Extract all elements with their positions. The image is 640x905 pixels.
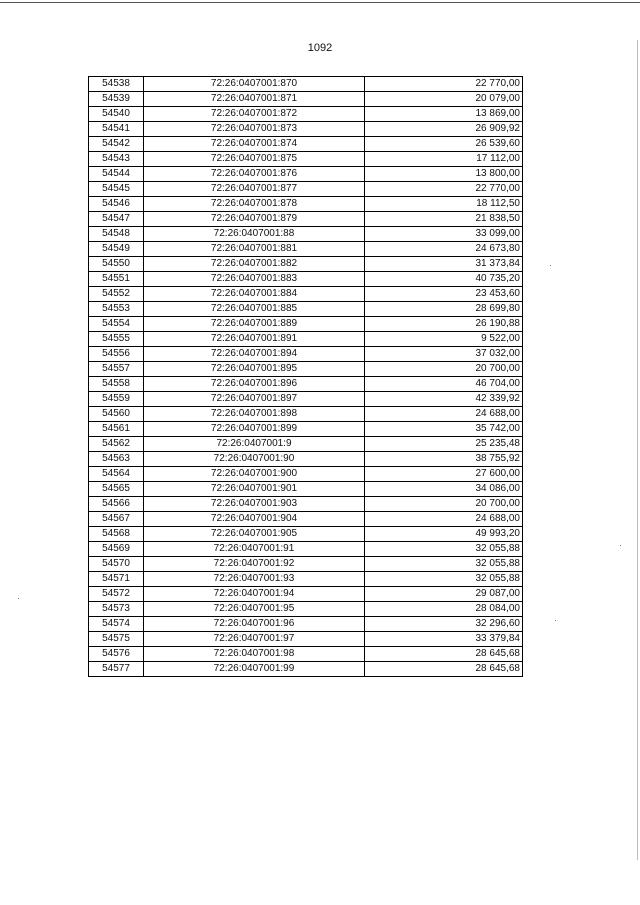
- cadastral-value-cell: 26 909,92: [365, 122, 523, 137]
- table-row: [89, 317, 523, 332]
- cadastral-value-cell: 32 296,60: [365, 617, 523, 632]
- page-number: 1092: [307, 42, 333, 54]
- row-number-cell: 54566: [89, 497, 144, 512]
- cadastral-value-cell: 21 838,50: [365, 212, 523, 227]
- row-number-cell: 54553: [89, 302, 144, 317]
- cadastral-number-cell: 72:26:0407001:9: [144, 437, 365, 452]
- cadastral-number-cell: 72:26:0407001:896: [144, 377, 365, 392]
- cadastral-number-cell: 72:26:0407001:891: [144, 332, 365, 347]
- cadastral-number-cell: 72:26:0407001:897: [144, 392, 365, 407]
- cadastral-number-cell: 72:26:0407001:97: [144, 632, 365, 647]
- table-row: [89, 137, 523, 152]
- row-number-cell: 54543: [89, 152, 144, 167]
- row-number-cell: 54573: [89, 602, 144, 617]
- row-number-cell: 54546: [89, 197, 144, 212]
- cadastral-value-cell: 24 688,00: [365, 407, 523, 422]
- table-row: [89, 662, 523, 677]
- row-number-cell: 54576: [89, 647, 144, 662]
- cadastral-value-cell: 26 539,60: [365, 137, 523, 152]
- cadastral-value-cell: 42 339,92: [365, 392, 523, 407]
- table-row: [89, 182, 523, 197]
- row-number-cell: 54574: [89, 617, 144, 632]
- cadastral-number-cell: 72:26:0407001:88: [144, 227, 365, 242]
- cadastral-value-cell: 31 373,84: [365, 257, 523, 272]
- cadastral-value-cell: 26 190,88: [365, 317, 523, 332]
- cadastral-value-cell: 46 704,00: [365, 377, 523, 392]
- row-number-cell: 54540: [89, 107, 144, 122]
- scan-speck: [18, 598, 19, 599]
- cadastral-value-cell: 35 742,00: [365, 422, 523, 437]
- cadastral-value-cell: 40 735,20: [365, 272, 523, 287]
- cadastral-number-cell: 72:26:0407001:96: [144, 617, 365, 632]
- cadastral-value-cell: 25 235,48: [365, 437, 523, 452]
- table-row: [89, 557, 523, 572]
- row-number-cell: 54547: [89, 212, 144, 227]
- table-row: [89, 377, 523, 392]
- row-number-cell: 54570: [89, 557, 144, 572]
- row-number-cell: 54551: [89, 272, 144, 287]
- row-number-cell: 54548: [89, 227, 144, 242]
- table-row: [89, 497, 523, 512]
- row-number-cell: 54568: [89, 527, 144, 542]
- row-number-cell: 54550: [89, 257, 144, 272]
- row-number-cell: 54539: [89, 92, 144, 107]
- scan-top-border: [0, 2, 640, 3]
- table-body: [89, 77, 523, 677]
- table-row: [89, 242, 523, 257]
- row-number-cell: 54559: [89, 392, 144, 407]
- row-number-cell: 54561: [89, 422, 144, 437]
- table-row: [89, 452, 523, 467]
- cadastral-value-cell: 13 800,00: [365, 167, 523, 182]
- cadastral-value-cell: 32 055,88: [365, 542, 523, 557]
- cadastral-number-cell: 72:26:0407001:884: [144, 287, 365, 302]
- cadastral-value-cell: 32 055,88: [365, 557, 523, 572]
- table-row: [89, 227, 523, 242]
- table-row: [89, 212, 523, 227]
- table-row: [89, 332, 523, 347]
- cadastral-value-cell: 22 770,00: [365, 77, 523, 92]
- row-number-cell: 54571: [89, 572, 144, 587]
- cadastral-number-cell: 72:26:0407001:894: [144, 347, 365, 362]
- cadastral-number-cell: 72:26:0407001:882: [144, 257, 365, 272]
- cadastral-number-cell: 72:26:0407001:877: [144, 182, 365, 197]
- row-number-cell: 54545: [89, 182, 144, 197]
- table-row: [89, 152, 523, 167]
- cadastral-value-cell: 28 645,68: [365, 662, 523, 677]
- row-number-cell: 54562: [89, 437, 144, 452]
- cadastral-value-cell: 28 084,00: [365, 602, 523, 617]
- row-number-cell: 54572: [89, 587, 144, 602]
- table-row: [89, 287, 523, 302]
- cadastral-value-cell: 29 087,00: [365, 587, 523, 602]
- table-row: [89, 527, 523, 542]
- table-row: [89, 617, 523, 632]
- row-number-cell: 54558: [89, 377, 144, 392]
- cadastral-value-table: [88, 76, 523, 677]
- row-number-cell: 54554: [89, 317, 144, 332]
- cadastral-number-cell: 72:26:0407001:898: [144, 407, 365, 422]
- cadastral-number-cell: 72:26:0407001:91: [144, 542, 365, 557]
- cadastral-number-cell: 72:26:0407001:870: [144, 77, 365, 92]
- table-row: [89, 347, 523, 362]
- table-row: [89, 467, 523, 482]
- row-number-cell: 54549: [89, 242, 144, 257]
- row-number-cell: 54541: [89, 122, 144, 137]
- cadastral-number-cell: 72:26:0407001:95: [144, 602, 365, 617]
- row-number-cell: 54565: [89, 482, 144, 497]
- table-row: [89, 647, 523, 662]
- row-number-cell: 54556: [89, 347, 144, 362]
- table-row: [89, 437, 523, 452]
- table-row: [89, 77, 523, 92]
- table-row: [89, 92, 523, 107]
- row-number-cell: 54560: [89, 407, 144, 422]
- cadastral-number-cell: 72:26:0407001:873: [144, 122, 365, 137]
- cadastral-value-cell: 20 700,00: [365, 362, 523, 377]
- table-row: [89, 572, 523, 587]
- cadastral-value-cell: 37 032,00: [365, 347, 523, 362]
- table-row: [89, 602, 523, 617]
- table-row: [89, 302, 523, 317]
- scan-right-edge: [637, 40, 638, 860]
- scan-speck: [555, 620, 556, 621]
- cadastral-number-cell: 72:26:0407001:98: [144, 647, 365, 662]
- table-row: [89, 107, 523, 122]
- row-number-cell: 54552: [89, 287, 144, 302]
- cadastral-value-cell: 9 522,00: [365, 332, 523, 347]
- cadastral-number-cell: 72:26:0407001:881: [144, 242, 365, 257]
- cadastral-number-cell: 72:26:0407001:900: [144, 467, 365, 482]
- row-number-cell: 54575: [89, 632, 144, 647]
- cadastral-number-cell: 72:26:0407001:871: [144, 92, 365, 107]
- row-number-cell: 54569: [89, 542, 144, 557]
- cadastral-number-cell: 72:26:0407001:99: [144, 662, 365, 677]
- row-number-cell: 54555: [89, 332, 144, 347]
- cadastral-value-cell: 20 079,00: [365, 92, 523, 107]
- cadastral-number-cell: 72:26:0407001:875: [144, 152, 365, 167]
- cadastral-value-cell: 33 099,00: [365, 227, 523, 242]
- cadastral-number-cell: 72:26:0407001:901: [144, 482, 365, 497]
- row-number-cell: 54564: [89, 467, 144, 482]
- cadastral-number-cell: 72:26:0407001:872: [144, 107, 365, 122]
- cadastral-number-cell: 72:26:0407001:879: [144, 212, 365, 227]
- cadastral-number-cell: 72:26:0407001:94: [144, 587, 365, 602]
- cadastral-number-cell: 72:26:0407001:883: [144, 272, 365, 287]
- table-row: [89, 542, 523, 557]
- cadastral-value-cell: 27 600,00: [365, 467, 523, 482]
- table-row: [89, 407, 523, 422]
- cadastral-number-cell: 72:26:0407001:92: [144, 557, 365, 572]
- table-row: [89, 587, 523, 602]
- cadastral-value-cell: 38 755,92: [365, 452, 523, 467]
- cadastral-value-cell: 32 055,88: [365, 572, 523, 587]
- cadastral-value-cell: 13 869,00: [365, 107, 523, 122]
- scan-speck: [550, 265, 551, 266]
- cadastral-number-cell: 72:26:0407001:889: [144, 317, 365, 332]
- table-row: [89, 272, 523, 287]
- cadastral-number-cell: 72:26:0407001:874: [144, 137, 365, 152]
- cadastral-value-cell: 23 453,60: [365, 287, 523, 302]
- cadastral-value-cell: 28 699,80: [365, 302, 523, 317]
- cadastral-value-cell: 18 112,50: [365, 197, 523, 212]
- cadastral-value-cell: 49 993,20: [365, 527, 523, 542]
- row-number-cell: 54563: [89, 452, 144, 467]
- cadastral-number-cell: 72:26:0407001:93: [144, 572, 365, 587]
- table-row: [89, 362, 523, 377]
- cadastral-value-cell: 24 673,80: [365, 242, 523, 257]
- cadastral-number-cell: 72:26:0407001:90: [144, 452, 365, 467]
- row-number-cell: 54538: [89, 77, 144, 92]
- cadastral-number-cell: 72:26:0407001:903: [144, 497, 365, 512]
- cadastral-value-cell: 22 770,00: [365, 182, 523, 197]
- table-row: [89, 167, 523, 182]
- row-number-cell: 54544: [89, 167, 144, 182]
- table-row: [89, 632, 523, 647]
- cadastral-number-cell: 72:26:0407001:885: [144, 302, 365, 317]
- table-row: [89, 422, 523, 437]
- row-number-cell: 54542: [89, 137, 144, 152]
- cadastral-value-cell: 28 645,68: [365, 647, 523, 662]
- cadastral-value-cell: 33 379,84: [365, 632, 523, 647]
- row-number-cell: 54577: [89, 662, 144, 677]
- table-row: [89, 512, 523, 527]
- cadastral-number-cell: 72:26:0407001:905: [144, 527, 365, 542]
- table-row: [89, 257, 523, 272]
- cadastral-value-cell: 17 112,00: [365, 152, 523, 167]
- cadastral-value-cell: 20 700,00: [365, 497, 523, 512]
- cadastral-number-cell: 72:26:0407001:899: [144, 422, 365, 437]
- scan-speck: [620, 545, 621, 546]
- row-number-cell: 54557: [89, 362, 144, 377]
- table-row: [89, 392, 523, 407]
- table-row: [89, 122, 523, 137]
- row-number-cell: 54567: [89, 512, 144, 527]
- cadastral-value-cell: 34 086,00: [365, 482, 523, 497]
- table-row: [89, 482, 523, 497]
- cadastral-number-cell: 72:26:0407001:904: [144, 512, 365, 527]
- cadastral-number-cell: 72:26:0407001:878: [144, 197, 365, 212]
- table-row: [89, 197, 523, 212]
- cadastral-number-cell: 72:26:0407001:895: [144, 362, 365, 377]
- cadastral-number-cell: 72:26:0407001:876: [144, 167, 365, 182]
- cadastral-value-cell: 24 688,00: [365, 512, 523, 527]
